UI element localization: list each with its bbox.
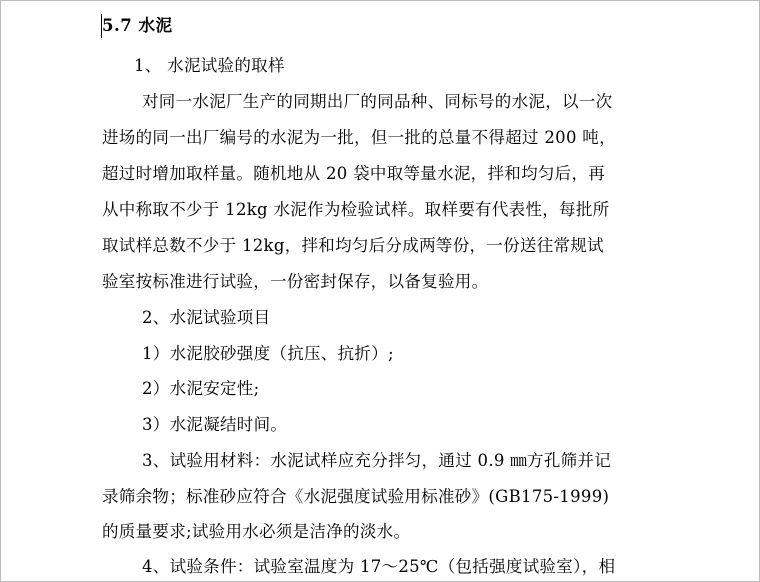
paragraph-line: 从中称取不少于 12kg 水泥作为检验试样。取样要有代表性，每批所 — [102, 200, 610, 219]
paragraph-line: 对同一水泥厂生产的同期出厂的同品种、同标号的水泥，以一次 — [142, 92, 613, 111]
list-item: 2）水泥安定性; — [142, 379, 260, 398]
paragraph-line: 的质量要求;试验用水必须是洁净的淡水。 — [102, 522, 411, 541]
section-heading: 5.7 水泥 — [102, 16, 173, 35]
list-item: 3）水泥凝结时间。 — [142, 415, 288, 434]
paragraph-line: 取试样总数不少于 12kg，拌和均匀后分成两等份，一份送往常规试 — [102, 236, 604, 255]
paragraph-line: 进场的同一出厂编号的水泥为一批，但一批的总量不得超过 200 吨， — [102, 128, 616, 147]
list-item: 1）水泥胶砂强度（抗压、抗折）; — [142, 344, 394, 363]
paragraph-line: 录筛余物；标准砂应符合《水泥强度试验用标准砂》(GB175-1999) — [102, 487, 610, 506]
paragraph-line: 4、试验条件：试验室温度为 17～25℃（包括强度试验室），相 — [142, 557, 616, 576]
paragraph-line: 3、试验用材料：水泥试样应充分拌匀，通过 0.9 ㎜方孔筛并记 — [142, 451, 612, 470]
subsection-title-test-items: 2、水泥试验项目 — [142, 308, 271, 327]
paragraph-line: 验室按标准进行试验，一份密封保存，以备复验用。 — [102, 272, 489, 291]
subsection-title-sampling: 1、 水泥试验的取样 — [134, 56, 285, 75]
paragraph-line: 超过时增加取样量。随机地从 20 袋中取等量水泥，拌和均匀后，再 — [102, 164, 606, 183]
